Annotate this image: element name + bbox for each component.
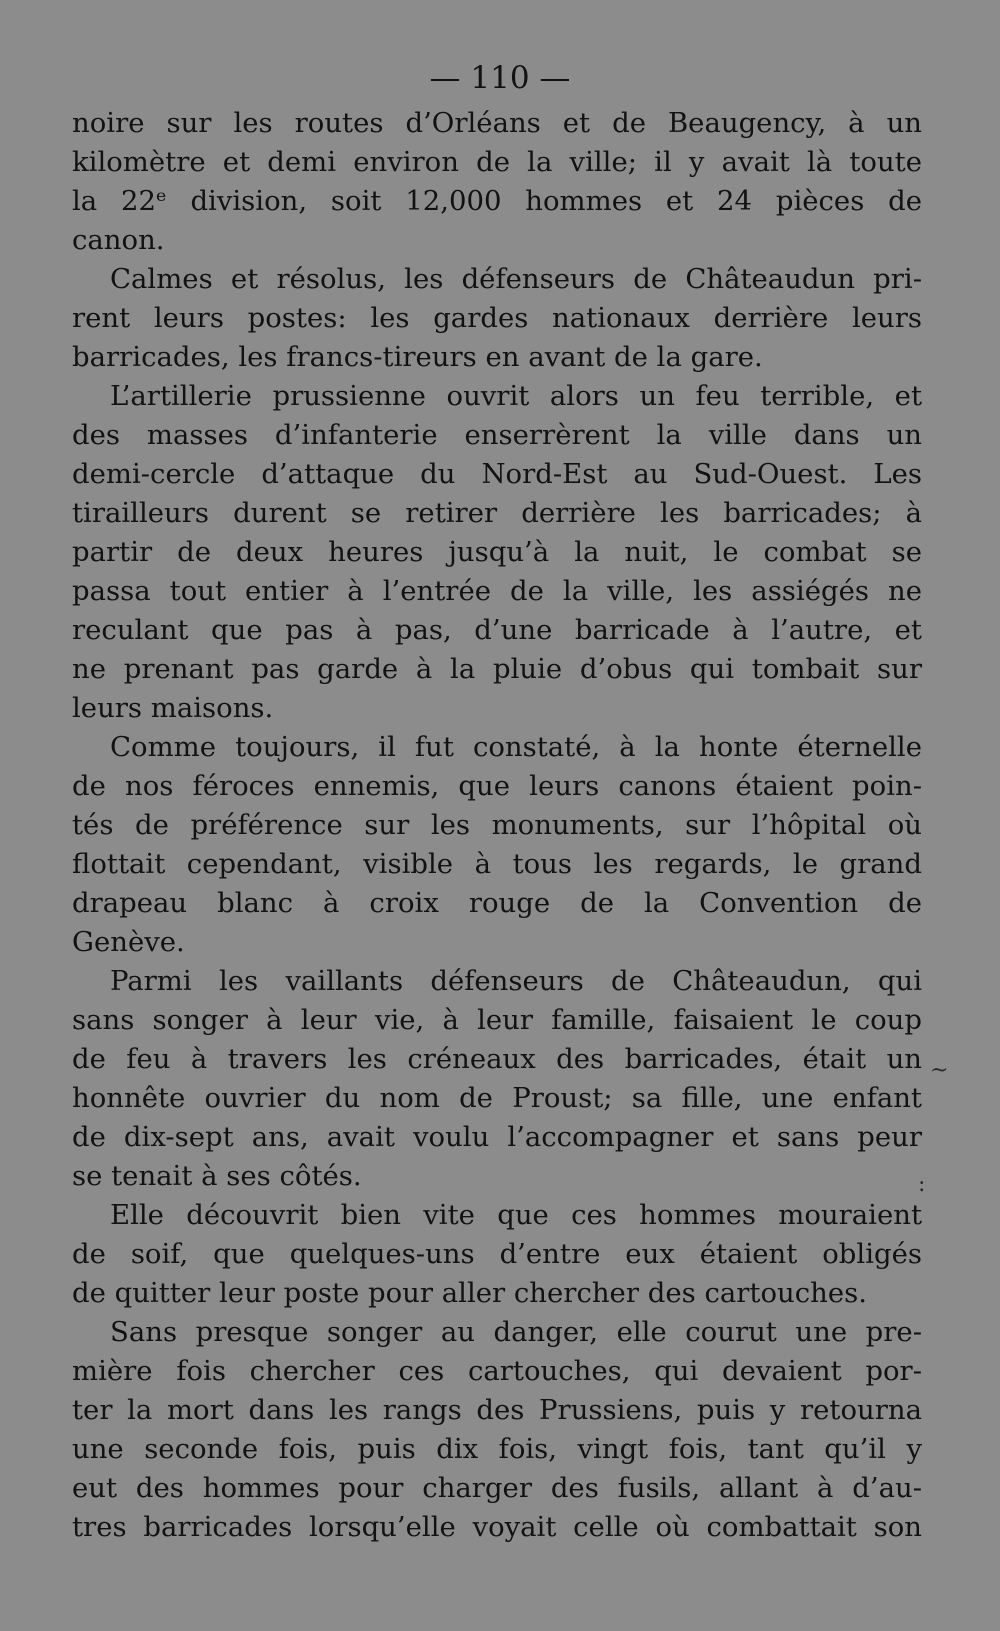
page-number: — 110 — <box>429 60 571 96</box>
text-line: de feu à travers les créneaux des barricades, était un <box>72 1043 922 1075</box>
text-line: la 22ᵉ division, soit 12,000 hommes et 24 pièces de <box>72 185 922 217</box>
text-line: noire sur les routes d’Orléans et de Beaugency, à un <box>72 107 922 139</box>
text-line: rent leurs postes: les gardes nationaux derrière leurs <box>72 302 922 334</box>
text-line: des masses d’infanterie enserrèrent la ville dans un <box>72 419 922 451</box>
text-line: canon. <box>72 224 165 256</box>
text-line: sans songer à leur vie, à leur famille, faisaient le coup <box>72 1004 922 1036</box>
text-line: de quitter leur poste pour aller chercher des cartouches. <box>72 1277 867 1309</box>
text-line: drapeau blanc à croix rouge de la Convention de <box>72 887 922 919</box>
text-line: Genève. <box>72 926 185 958</box>
text-line: de dix-sept ans, avait voulu l’accompagner et sans peur <box>72 1121 922 1153</box>
text-line: tres barricades lorsqu’elle voyait celle où combattait son <box>72 1511 922 1543</box>
text-line: tirailleurs durent se retirer derrière les barricades; à <box>72 497 922 529</box>
text-line: mière fois chercher ces cartouches, qui devaient por- <box>72 1355 922 1387</box>
body-text <box>72 104 922 1547</box>
text-line: L’artillerie prussienne ouvrit alors un feu terrible, et <box>110 380 922 412</box>
margin-tick-mark: ~ <box>930 1058 949 1083</box>
text-line: barricades, les francs-tireurs en avant de la gare. <box>72 341 763 373</box>
text-line: ne prenant pas garde à la pluie d’obus qui tombait sur <box>72 653 922 685</box>
text-line: eut des hommes pour charger des fusils, allant à d’au- <box>72 1472 922 1504</box>
text-line: flottait cependant, visible à tous les regards, le grand <box>72 848 922 880</box>
text-line: Parmi les vaillants défenseurs de Châteaudun, qui <box>110 965 922 997</box>
text-line: de nos féroces ennemis, que leurs canons étaient poin- <box>72 770 922 802</box>
text-line: une seconde fois, puis dix fois, vingt fois, tant qu’il y <box>72 1433 922 1465</box>
text-line: ter la mort dans les rangs des Prussiens, puis y retourna <box>72 1394 922 1426</box>
text-line: se tenait à ses côtés. <box>72 1160 362 1192</box>
margin-dot-mark: : <box>918 1172 926 1197</box>
text-line: partir de deux heures jusqu’à la nuit, le combat se <box>72 536 922 568</box>
text-line: kilomètre et demi environ de la ville; il y avait là toute <box>72 146 922 178</box>
text-line: tés de préférence sur les monuments, sur l’hôpital où <box>72 809 922 841</box>
text-line: Sans presque songer au danger, elle courut une pre- <box>110 1316 922 1348</box>
text-line: de soif, que quelques-uns d’entre eux étaient obligés <box>72 1238 922 1270</box>
text-line: passa tout entier à l’entrée de la ville, les assiégés ne <box>72 575 922 607</box>
text-line: reculant que pas à pas, d’une barricade à l’autre, et <box>72 614 922 646</box>
text-line: honnête ouvrier du nom de Proust; sa fille, une enfant <box>72 1082 922 1114</box>
text-line: demi-cercle d’attaque du Nord-Est au Sud-Ouest. Les <box>72 458 922 490</box>
text-line: leurs maisons. <box>72 692 274 724</box>
text-line: Elle découvrit bien vite que ces hommes mouraient <box>110 1199 922 1231</box>
text-line: Comme toujours, il fut constaté, à la honte éternelle <box>110 731 922 763</box>
text-line: Calmes et résolus, les défenseurs de Châteaudun pri- <box>110 263 922 295</box>
